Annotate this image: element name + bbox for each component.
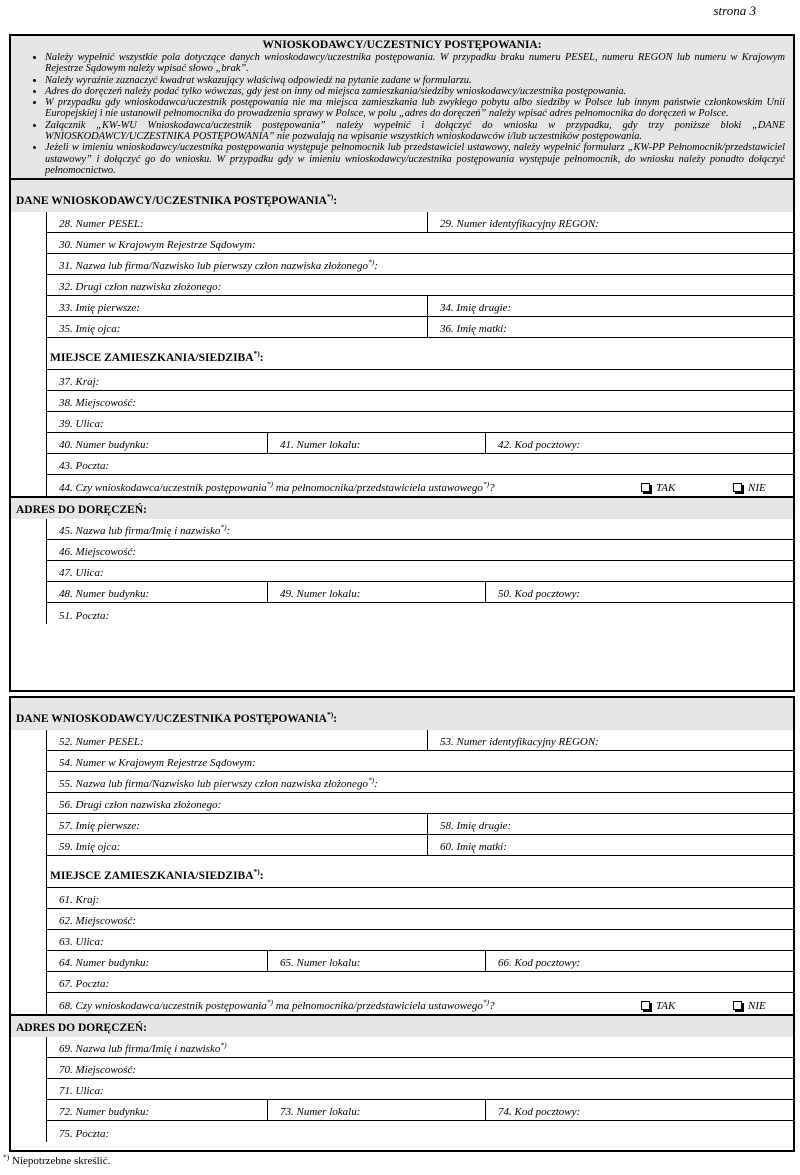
field-row bbox=[47, 751, 793, 772]
yes-option[interactable]: TAK bbox=[641, 1000, 675, 1012]
representative-question: 44. Czy wnioskodawca/uczestnik postępowania*) ma pełnomocnika/przedstawiciela ustawowego*)? TAK NIE bbox=[59, 479, 766, 495]
field-row bbox=[47, 993, 793, 1014]
delivery-address-fields bbox=[46, 1037, 793, 1142]
krs-number-field[interactable]: 30. Numer w Krajowym Rejestrze Sądowym: bbox=[59, 239, 256, 252]
postal-code-field[interactable]: 66. Kod pocztowy: bbox=[485, 951, 793, 971]
no-option[interactable]: NIE bbox=[733, 1000, 766, 1012]
instruction-item: • W przypadku gdy wnioskodawca/uczestnik postępowania nie ma miejsca zamieszkania lub zwykłego pobytu albo siedziby w Polsce lub innym państwie członkowskim Unii Europejskiej i nie ustanowił pełnomocnika do prowadzenia sprawy w Polsce, w polu „adres do doręczeń” należy wpisać adres pełnomocnika do doręczeń w Polsce. bbox=[45, 97, 785, 120]
yes-checkbox[interactable] bbox=[641, 483, 650, 492]
second-name-field[interactable]: 34. Imię drugie: bbox=[427, 296, 793, 316]
field-row bbox=[47, 519, 793, 540]
pesel-field[interactable]: 28. Numer PESEL: bbox=[59, 218, 144, 231]
yes-checkbox[interactable] bbox=[641, 1001, 650, 1010]
field-row bbox=[47, 909, 793, 930]
field-row bbox=[47, 972, 793, 993]
building-number-field[interactable]: 64. Numer budynku: bbox=[59, 957, 150, 969]
applicant-data-header bbox=[11, 698, 793, 730]
name-or-surname-field[interactable]: 55. Nazwa lub firma/Nazwisko lub pierwszy człon nazwiska złożonego*): bbox=[59, 775, 378, 790]
delivery-post-office-field[interactable]: 51. Poczta: bbox=[59, 610, 110, 623]
second-name-field[interactable]: 58. Imię drugie: bbox=[427, 814, 793, 834]
delivery-address-header bbox=[11, 1014, 793, 1037]
field-row bbox=[47, 454, 793, 475]
applicant-data-header bbox=[11, 180, 793, 212]
no-checkbox[interactable] bbox=[733, 483, 742, 492]
field-row bbox=[47, 296, 793, 317]
delivery-city-field[interactable]: 70. Miejscowość: bbox=[59, 1064, 136, 1076]
applicant-data-fields bbox=[46, 212, 793, 496]
field-row bbox=[47, 212, 793, 233]
krs-number-field[interactable]: 54. Numer w Krajowym Rejestrze Sądowym: bbox=[59, 757, 256, 769]
city-field[interactable]: 62. Miejscowość: bbox=[59, 915, 136, 927]
postal-code-field[interactable]: 42. Kod pocztowy: bbox=[485, 433, 793, 453]
field-row bbox=[47, 475, 793, 496]
delivery-street-field[interactable]: 71. Ulica: bbox=[59, 1085, 104, 1097]
delivery-postal-code-field[interactable]: 50. Kod pocztowy: bbox=[485, 582, 793, 602]
applicant-data-fields bbox=[46, 730, 793, 1014]
yes-option[interactable]: TAK bbox=[641, 482, 675, 494]
first-name-field[interactable]: 57. Imię pierwsze: bbox=[59, 820, 140, 832]
instructions-title: WNIOSKODAWCY/UCZESTNICY POSTĘPOWANIA: bbox=[262, 39, 542, 51]
city-field[interactable]: 38. Miejscowość: bbox=[59, 397, 136, 410]
regon-field[interactable]: 53. Numer identyfikacyjny REGON: bbox=[427, 730, 793, 750]
field-row bbox=[47, 317, 793, 338]
instructions-box bbox=[11, 36, 793, 180]
field-row bbox=[47, 793, 793, 814]
field-row bbox=[47, 254, 793, 275]
surname-second-part-field[interactable]: 56. Drugi człon nazwiska złożonego: bbox=[59, 799, 222, 811]
street-field[interactable]: 63. Ulica: bbox=[59, 936, 104, 948]
street-field[interactable]: 39. Ulica: bbox=[59, 418, 104, 431]
representative-question: 68. Czy wnioskodawca/uczestnik postępowania*) ma pełnomocnika/przedstawiciela ustawowego*)? TAK NIE bbox=[59, 997, 766, 1012]
residence-title: MIEJSCE ZAMIESZKANIA/SIEDZIBA*): bbox=[50, 867, 264, 882]
field-row bbox=[47, 1121, 793, 1142]
field-row bbox=[47, 433, 793, 454]
field-row bbox=[47, 1037, 793, 1058]
delivery-apartment-field[interactable]: 73. Numer lokalu: bbox=[267, 1100, 485, 1120]
apartment-number-field[interactable]: 41. Numer lokalu: bbox=[267, 433, 485, 453]
delivery-street-field[interactable]: 47. Ulica: bbox=[59, 567, 104, 580]
regon-field[interactable]: 29. Numer identyfikacyjny REGON: bbox=[427, 212, 793, 232]
applicant-block-2 bbox=[9, 696, 795, 1152]
delivery-building-field[interactable]: 72. Numer budynku: bbox=[59, 1106, 150, 1118]
field-row bbox=[47, 730, 793, 751]
field-row bbox=[47, 772, 793, 793]
no-checkbox[interactable] bbox=[733, 1001, 742, 1010]
delivery-address-header bbox=[11, 496, 793, 519]
page-number: strona 3 bbox=[713, 3, 756, 18]
field-row bbox=[47, 561, 793, 582]
delivery-post-office-field[interactable]: 75. Poczta: bbox=[59, 1128, 110, 1140]
field-row bbox=[47, 888, 793, 909]
instruction-item: • Należy wypełnić wszystkie pola dotyczące danych wnioskodawcy/uczestnika postępowania. W przypadku braku numeru PESEL, numeru REGON lub numeru w Krajowym Rejestrze Sądowym należy wpisać słowo „brak”. bbox=[45, 52, 785, 75]
pesel-field[interactable]: 52. Numer PESEL: bbox=[59, 736, 144, 748]
field-row bbox=[47, 835, 793, 856]
mother-name-field[interactable]: 36. Imię matki: bbox=[427, 317, 793, 337]
apartment-number-field[interactable]: 65. Numer lokalu: bbox=[267, 951, 485, 971]
field-row bbox=[47, 370, 793, 391]
delivery-address-fields bbox=[46, 519, 793, 624]
country-field[interactable]: 37. Kraj: bbox=[59, 376, 100, 389]
no-option[interactable]: NIE bbox=[733, 482, 766, 494]
country-field[interactable]: 61. Kraj: bbox=[59, 894, 100, 906]
first-name-field[interactable]: 33. Imię pierwsze: bbox=[59, 302, 140, 315]
field-row bbox=[47, 603, 793, 624]
residence-title: MIEJSCE ZAMIESZKANIA/SIEDZIBA*): bbox=[50, 349, 264, 365]
field-row bbox=[47, 391, 793, 412]
field-row bbox=[47, 540, 793, 561]
instruction-item: • Adres do doręczeń należy podać tylko wówczas, gdy jest on inny od miejsca zamieszkania/siedziby wnioskodawcy/uczestnika postępowania. bbox=[45, 86, 785, 97]
father-name-field[interactable]: 59. Imię ojca: bbox=[59, 841, 121, 853]
field-row bbox=[47, 1058, 793, 1079]
footnote: *) Niepotrzebne skreślić. bbox=[3, 1152, 111, 1167]
field-row bbox=[47, 951, 793, 972]
surname-second-part-field[interactable]: 32. Drugi człon nazwiska złożonego: bbox=[59, 281, 222, 294]
applicant-data-title: DANE WNIOSKODAWCY/UCZESTNIKA POSTĘPOWANIA*): bbox=[16, 710, 338, 725]
field-row bbox=[47, 233, 793, 254]
delivery-postal-code-field[interactable]: 74. Kod pocztowy: bbox=[485, 1100, 793, 1120]
field-row bbox=[47, 1079, 793, 1100]
field-row bbox=[47, 412, 793, 433]
delivery-building-field[interactable]: 48. Numer budynku: bbox=[59, 588, 150, 601]
delivery-name-field[interactable]: 45. Nazwa lub firma/Imię i nazwisko*): bbox=[59, 522, 231, 538]
instruction-item: • Należy wyraźnie zaznaczyć kwadrat wskazujący właściwą odpowiedź na pytanie zadane w formularzu. bbox=[45, 75, 785, 86]
delivery-address-title: ADRES DO DORĘCZEŃ: bbox=[16, 1022, 147, 1034]
delivery-city-field[interactable]: 46. Miejscowość: bbox=[59, 546, 136, 559]
field-row bbox=[47, 814, 793, 835]
field-row bbox=[47, 930, 793, 951]
instructions-list bbox=[19, 52, 785, 176]
residence-header bbox=[47, 338, 793, 370]
applicant-block-1 bbox=[9, 34, 795, 692]
residence-header bbox=[47, 856, 793, 888]
father-name-field[interactable]: 35. Imię ojca: bbox=[59, 323, 121, 336]
field-row bbox=[47, 1100, 793, 1121]
field-row bbox=[47, 275, 793, 296]
post-office-field[interactable]: 43. Poczta: bbox=[59, 460, 110, 473]
delivery-apartment-field[interactable]: 49. Numer lokalu: bbox=[267, 582, 485, 602]
applicant-data-title: DANE WNIOSKODAWCY/UCZESTNIKA POSTĘPOWANIA*): bbox=[16, 192, 338, 208]
instruction-item: • Jeżeli w imieniu wnioskodawcy/uczestnika postępowania występuje pełnomocnik lub przedstawiciel ustawowy, należy wypełnić formularz „KW-PP Pełnomocnik/przedstawiciel ustawowy” i dołączyć go do wniosku. W przypadku gdy w imieniu wnioskodawcy/uczestnika postępowania występuje pełnomocnik, do wniosku należy ponadto dołączyć pełnomocnictwo. bbox=[45, 142, 785, 176]
delivery-name-field[interactable]: 69. Nazwa lub firma/Imię i nazwisko*) bbox=[59, 1040, 227, 1055]
name-or-surname-field[interactable]: 31. Nazwa lub firma/Nazwisko lub pierwszy człon nazwiska złożonego*): bbox=[59, 257, 378, 273]
building-number-field[interactable]: 40. Numer budynku: bbox=[59, 439, 150, 452]
mother-name-field[interactable]: 60. Imię matki: bbox=[427, 835, 793, 855]
instruction-item: • Załącznik „KW-WU Wnioskodawca/uczestnik postępowania” należy wypełnić i dołączyć do wniosku w przypadku, gdy trzy poniższe bloki „DANE WNIOSKODAWCY/UCZESTNIKA POSTĘPOWANIA” nie pozwalają na wpisanie wszystkich wnioskodawców i/lub uczestników postępowania. bbox=[45, 120, 785, 143]
post-office-field[interactable]: 67. Poczta: bbox=[59, 978, 110, 990]
field-row bbox=[47, 582, 793, 603]
delivery-address-title: ADRES DO DORĘCZEŃ: bbox=[16, 504, 147, 517]
